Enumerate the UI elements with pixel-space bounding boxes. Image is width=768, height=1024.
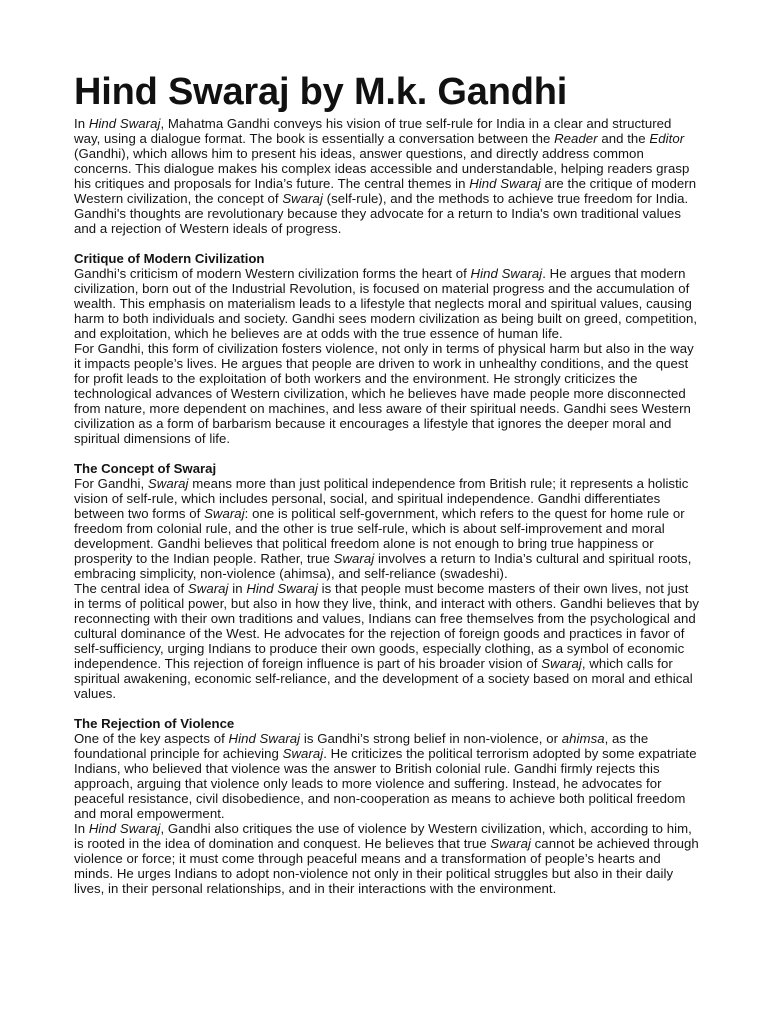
text-run: : one is political self-government, which refers to the quest for home rule or freedom from colonial rule, and the other is true self-rule, which is about self-improvement and moral development. Gandhi believes that political freedom alone is not enough to bring true happiness or prosperity to the Indian people. Rather, true [74, 506, 685, 566]
text-run: Gandhi’s criticism of modern Western civilization forms the heart of [74, 266, 471, 281]
italic-text: Swaraj [282, 191, 323, 206]
text-run: . He criticizes the political terrorism adopted by some expatriate Indians, who believed that violence was the answer to British colonial rule. Gandhi firmly rejects this approach, arguing that violence only leads to more violence and suffering. Instead, he advocates for peaceful resistance, civil disobedience, and non-cooperation as means to achieve both political freedom and moral empowerment. [74, 746, 697, 821]
section-swaraj-paragraph-2 [74, 581, 700, 701]
section-heading-swaraj: The Concept of Swaraj [74, 461, 217, 476]
text-run: cannot be achieved through violence or force; it must come through peaceful means and a transformation of people’s hearts and minds. He urges Indians to adopt non-violence not only in their political struggles but also in their daily lives, in their personal relationships, and in their interactions with the environment. [74, 836, 699, 896]
section-critique-paragraph-1 [74, 266, 700, 341]
text-run: (self-rule), and the methods to achieve true freedom for India. Gandhi's thoughts are revolutionary because they advocate for a return to India's own traditional values and a rejection of Western ideals of progress. [74, 191, 689, 236]
text-run: In [74, 821, 89, 836]
italic-text: Hind Swaraj [228, 731, 301, 746]
text-run: involves a return to India’s cultural and spiritual roots, embracing simplicity, non-violence (ahimsa), and self-reliance (swadeshi). [74, 551, 692, 581]
document-page [74, 70, 700, 896]
text-run: are the critique of modern Western civilization, the concept of [74, 176, 697, 206]
section-violence-paragraph-2 [74, 821, 700, 896]
text-run: in [228, 581, 247, 596]
text-run: One of the key aspects of [74, 731, 229, 746]
section-heading-violence: The Rejection of Violence [74, 716, 235, 731]
italic-text: Hind Swaraj [88, 116, 161, 131]
section-critique-paragraph-2 [74, 341, 700, 446]
text-run: (Gandhi), which allows him to present his ideas, answer questions, and directly address common concerns. This dialogue makes his complex ideas accessible and understandable, helping readers grasp his critiques and proposals for India’s future. The central themes in [74, 146, 690, 191]
italic-text: Swaraj [187, 581, 229, 596]
section-swaraj-paragraph-1 [74, 476, 700, 581]
italic-text: Hind Swaraj [246, 581, 318, 596]
italic-text: Editor [649, 131, 685, 146]
text-run: For Gandhi, this form of civilization fosters violence, not only in terms of physical harm but also in the way it impacts people’s lives. He argues that people are driven to work in unhealthy conditions, and the quest for profit leads to the exploitation of both workers and the environment. He strongly criticizes the technological advances of Western civilization, which he believes have made people more disconnected from nature, more dependent on machines, and less aware of their spiritual needs. Gandhi sees Western civilization as a form of barbarism because it encourages a lifestyle that ignores the deeper moral and spiritual dimensions of life. [74, 341, 694, 446]
text-run: , which calls for spiritual awakening, economic self-reliance, and the development of a society based on moral and ethical values. [74, 656, 693, 701]
text-run: and the [597, 131, 650, 146]
italic-text: Swaraj [490, 836, 531, 851]
italic-text: Swaraj [333, 551, 375, 566]
text-run: means more than just political independence from British rule; it represents a holistic vision of self-rule, which includes personal, social, and spiritual independence. Gandhi differentiates between two forms of [74, 476, 689, 521]
italic-text: Reader [554, 131, 598, 146]
italic-text: Hind Swaraj [88, 821, 161, 836]
italic-text: Swaraj [147, 476, 189, 491]
text-run: is that people must become masters of their own lives, not just in terms of political power, but also in how they live, think, and interact with others. Gandhi believes that by reconnecting with their own traditions and values, Indians can free themselves from the psychological and cultural dominance of the West. He advocates for the rejection of foreign goods and practices in favor of self-sufficiency, urging Indians to produce their own goods, especially clothing, as a symbol of economic independence. This rejection of foreign influence is part of his broader vision of [74, 581, 700, 671]
text-run: For Gandhi, [74, 476, 148, 491]
italic-text: Swaraj [282, 746, 324, 761]
italic-text: ahimsa [561, 731, 605, 746]
italic-text: Swaraj [204, 506, 245, 521]
italic-text: Swaraj [541, 656, 582, 671]
document-title: Hind Swaraj by M.k. Gandhi [74, 71, 568, 113]
text-run: , Mahatma Gandhi conveys his vision of true self-rule for India in a clear and structured way, using a dialogue format. The book is essentially a conversation between the [74, 116, 672, 146]
text-run: In [74, 116, 89, 131]
text-run: is Gandhi’s strong belief in non-violence, or [300, 731, 562, 746]
italic-text: Hind Swaraj [470, 266, 543, 281]
text-run: The central idea of [74, 581, 188, 596]
intro-paragraph [74, 116, 700, 236]
text-run: , as the foundational principle for achieving [74, 731, 649, 761]
italic-text: Hind Swaraj [469, 176, 541, 191]
text-run: , Gandhi also critiques the use of violence by Western civilization, which, according to him, is rooted in the idea of domination and conquest. He believes that true [74, 821, 692, 851]
section-violence-paragraph-1 [74, 731, 700, 821]
text-run: . He argues that modern civilization, born out of the Industrial Revolution, is focused on material progress and the accumulation of wealth. This emphasis on materialism leads to a lifestyle that neglects moral and spiritual values, causing harm to both individuals and society. Gandhi sees modern civilization as being built on greed, competition, and exploitation, which he believes are at odds with the true essence of human life. [74, 266, 698, 341]
section-heading-critique: Critique of Modern Civilization [74, 251, 265, 266]
